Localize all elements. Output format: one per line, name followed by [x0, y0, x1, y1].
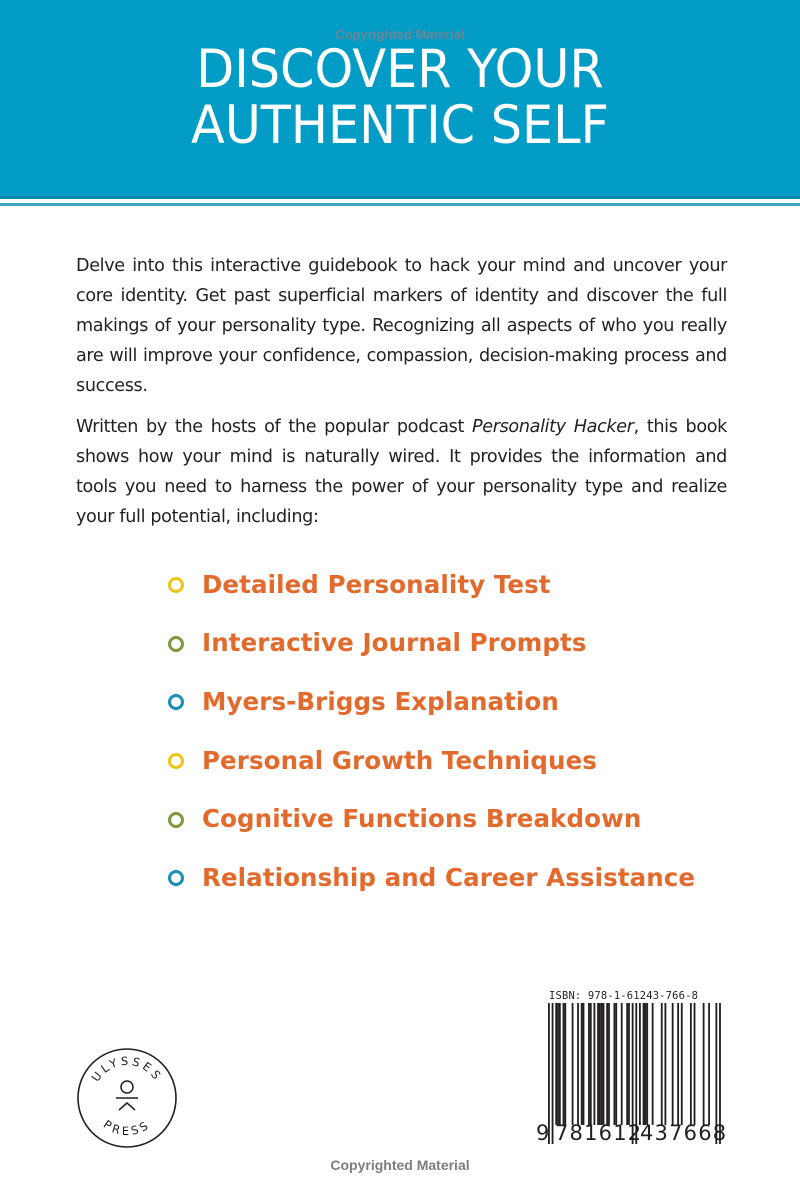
- header-edge-divider: [0, 196, 800, 199]
- barcode-bar: [626, 1003, 628, 1125]
- circle-bullet-icon: [168, 694, 184, 710]
- feature-item: [168, 849, 695, 908]
- barcode-bar: [694, 1003, 696, 1125]
- barcode-bar: [572, 1003, 574, 1125]
- barcode-bar: [652, 1003, 654, 1125]
- barcode-bar: [559, 1003, 561, 1125]
- barcode-bar: [615, 1003, 617, 1125]
- barcode-digit-lead: 9: [536, 1121, 550, 1145]
- description-paragraph-2: [76, 412, 727, 532]
- feature-label: Myers-Briggs Explanation: [202, 686, 559, 716]
- barcode-bar: [606, 1003, 608, 1125]
- logo-text-bottom: PRESS: [100, 1117, 154, 1139]
- circle-bullet-icon: [168, 870, 184, 886]
- barcode-bar: [639, 1003, 641, 1125]
- cover-title-line-2: AUTHENTIC SELF: [191, 95, 609, 156]
- barcode-bar: [601, 1003, 603, 1125]
- feature-label: Cognitive Functions Breakdown: [202, 804, 642, 834]
- barcode-bar: [621, 1003, 623, 1125]
- barcode-bar: [708, 1003, 710, 1125]
- barcode-bar: [643, 1003, 645, 1125]
- barcode-bar: [599, 1003, 601, 1125]
- feature-label: Detailed Personality Test: [202, 569, 551, 599]
- feature-item: [168, 790, 695, 849]
- barcode-bar: [672, 1003, 674, 1125]
- barcode-bar: [628, 1003, 630, 1125]
- barcode-bar: [564, 1003, 566, 1125]
- feature-list: [168, 556, 695, 908]
- cover-title-line-1: DISCOVER YOUR: [196, 39, 604, 100]
- barcode-bar: [661, 1003, 663, 1125]
- circle-bullet-icon: [168, 812, 184, 828]
- feature-label: Interactive Journal Prompts: [202, 628, 587, 658]
- barcode-bar: [590, 1003, 592, 1125]
- barcode-bar: [557, 1003, 559, 1125]
- feature-item: [168, 673, 695, 732]
- barcode-bar: [597, 1003, 599, 1125]
- barcode-bar: [646, 1003, 648, 1125]
- ulysses-press-logo: [76, 1047, 178, 1149]
- barcode-digits-right: 437668: [640, 1121, 728, 1145]
- isbn-barcode-block: [536, 988, 730, 1148]
- feature-item: [168, 615, 695, 674]
- feature-label: Personal Growth Techniques: [202, 745, 597, 775]
- header-rule-divider: [0, 203, 800, 206]
- feature-item: [168, 556, 695, 615]
- paragraph-2-intro: Written by the hosts of the popular podcast: [76, 417, 472, 437]
- barcode-bar: [563, 1003, 565, 1125]
- barcode-bar: [577, 1003, 579, 1125]
- barcode-bar: [644, 1003, 646, 1125]
- barcode-digits-left: 781612: [555, 1121, 643, 1145]
- barcode-guard-bar: [552, 1003, 554, 1144]
- barcode-bar: [681, 1003, 683, 1125]
- barcode-bar: [608, 1003, 610, 1125]
- barcode-bar: [555, 1003, 557, 1125]
- barcode-bar: [677, 1003, 679, 1125]
- logo-text-top: ULYSSES: [88, 1053, 166, 1085]
- description-paragraph-1: Delve into this interactive guidebook to hack your mind and uncover your core identity. Get past superficial markers of identity and discover the full makings of your personality type. Recognizing all aspects of who you really are will improve your confidence, compassion, decision-making process and success.: [76, 256, 727, 396]
- barcode-bar: [614, 1003, 616, 1125]
- copyright-watermark-top: Copyrighted Material: [335, 27, 465, 42]
- barcode-bar: [594, 1003, 596, 1125]
- circle-bullet-icon: [168, 636, 184, 652]
- circle-bullet-icon: [168, 753, 184, 769]
- feature-item: [168, 732, 695, 791]
- paragraph-2-rest: , this book shows how your mind is naturally wired. It provides the information and tools you need to harness the power of your personality type and realize your full potential, including:: [76, 417, 727, 527]
- barcode-bar: [588, 1003, 590, 1125]
- barcode-bar: [703, 1003, 705, 1125]
- barcode-bar: [603, 1003, 605, 1125]
- isbn-label: ISBN: 978-1-61243-766-8: [549, 989, 699, 1002]
- barcode-bar: [581, 1003, 583, 1125]
- logo-figure-legs-icon: [119, 1103, 135, 1110]
- circle-bullet-icon: [168, 577, 184, 593]
- barcode-bar: [583, 1003, 585, 1125]
- copyright-watermark-bottom: Copyrighted Material: [330, 1157, 470, 1173]
- barcode-bar: [664, 1003, 666, 1125]
- feature-label: Relationship and Career Assistance: [202, 862, 696, 892]
- barcode-bar: [690, 1003, 692, 1125]
- podcast-title: Personality Hacker: [472, 417, 634, 437]
- logo-figure-head-icon: [121, 1081, 133, 1093]
- cover-title: [28, 39, 772, 156]
